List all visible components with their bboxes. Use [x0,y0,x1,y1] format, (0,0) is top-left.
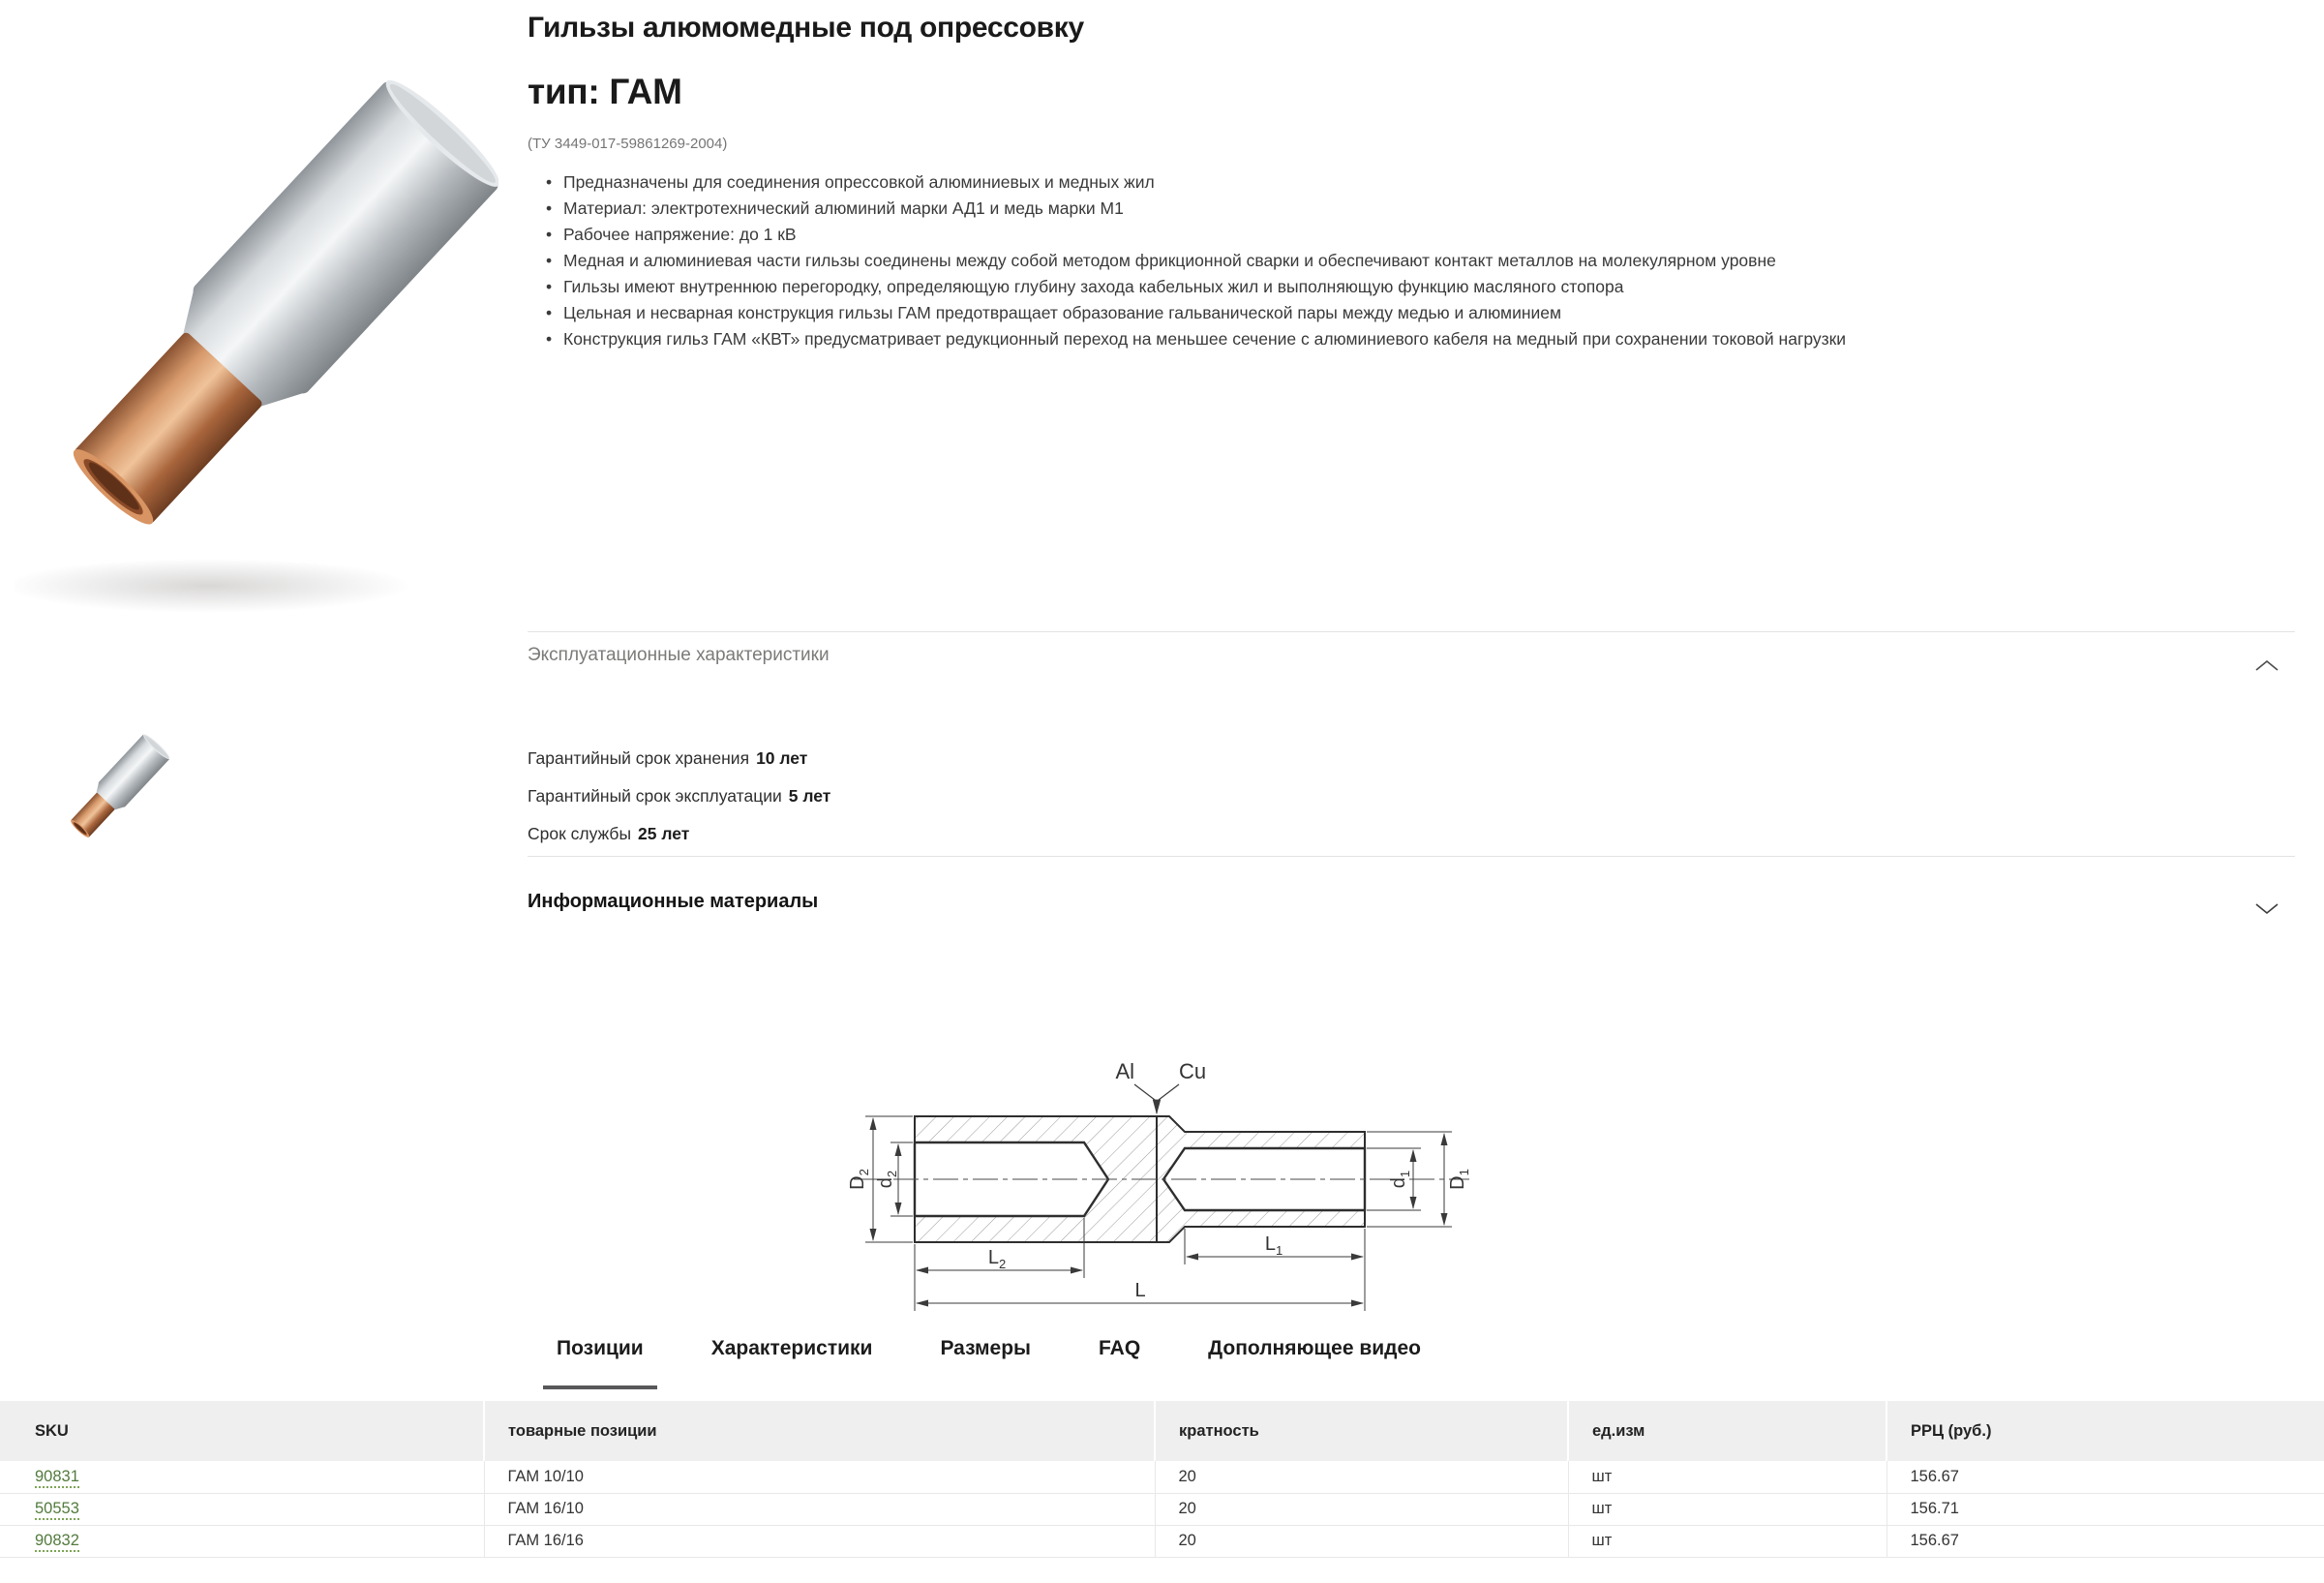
dim-label-L: L [1134,1280,1146,1301]
col-header-multiplicity: кратность [1155,1401,1568,1461]
col-header-unit: ед.изм [1568,1401,1886,1461]
char-value: 5 лет [788,786,831,806]
tab-characteristics[interactable]: Характеристики [710,1337,873,1359]
tab-faq[interactable]: FAQ [1099,1337,1141,1359]
tab-sizes[interactable]: Размеры [940,1337,1031,1359]
chevron-up-icon[interactable] [2254,658,2279,672]
char-label: Гарантийный срок хранения [528,748,750,768]
accordion-info-materials-header[interactable]: Информационные материалы [528,891,819,912]
product-type-title: тип: ГАМ [528,72,682,111]
feature-item: • Гильзы имеют внутреннюю перегородку, определяющую глубину захода кабельных жил и выполняющую функцию масляного стопора [544,275,2294,298]
dim-label-D1: $D_1$ [1447,1169,1471,1190]
tu-standard: (ТУ 3449-017-59861269-2004) [528,136,728,152]
feature-item: • Предназначены для соединения опрессовкой алюминиевых и медных жил [544,170,2294,194]
char-label: Срок службы [528,824,632,843]
cell-name: ГАМ 16/10 [484,1493,1155,1525]
dim-label-d1: $d_1$ [1388,1170,1412,1189]
sku-link[interactable]: 90831 [35,1468,79,1488]
technical-drawing [823,1034,1500,1324]
chevron-down-icon[interactable] [2254,902,2279,916]
tab-video[interactable]: Дополняющее видео [1208,1337,1421,1359]
accordion-operational-header[interactable]: Эксплуатационные характеристики [528,645,830,665]
col-header-name: товарные позиции [484,1401,1155,1461]
col-header-price: РРЦ (руб.) [1886,1401,2324,1461]
feature-item: • Рабочее напряжение: до 1 кВ [544,223,2294,246]
char-value: 10 лет [756,748,808,768]
dim-label-L2: $L_2$ [987,1247,1007,1271]
positions-table [0,1401,2324,1558]
char-row [528,740,830,777]
dim-label-L1: $L_1$ [1264,1233,1283,1258]
feature-item: • Медная и алюминиевая части гильзы соединены между собой методом фрикционной сварки и обеспечивают контакт металлов на молекулярном уровне [544,249,2294,272]
feature-item: • Конструкция гильз ГАМ «КВТ» предусматривает редукционный переход на меньшее сечение с алюминиевого кабеля на медный при сохранении токовой нагрузки [544,327,2294,350]
char-value: 25 лет [638,824,690,843]
table-row [0,1461,2324,1493]
table-header-row [0,1401,2324,1461]
cell-price: 156.67 [1886,1461,2324,1493]
cell-price: 156.71 [1886,1493,2324,1525]
cell-name: ГАМ 10/10 [484,1461,1155,1493]
char-label: Гарантийный срок эксплуатации [528,786,782,806]
section-divider [528,856,2295,857]
product-thumbnail[interactable] [27,721,199,862]
cell-unit: шт [1568,1525,1886,1557]
cell-name: ГАМ 16/16 [484,1525,1155,1557]
dim-label-d2: $d_2$ [875,1170,899,1189]
cell-unit: шт [1568,1461,1886,1493]
label-cu: Cu [1179,1059,1207,1083]
product-photo [15,24,498,629]
col-header-sku: SKU [0,1401,484,1461]
char-row [528,815,830,853]
cell-multiplicity: 20 [1155,1493,1568,1525]
sku-link[interactable]: 50553 [35,1500,79,1520]
feature-item: • Материал: электротехнический алюминий марки АД1 и медь марки М1 [544,197,2294,220]
feature-item: • Цельная и несварная конструкция гильзы ГАМ предотвращает образование гальванической пары между медью и алюминием [544,301,2294,324]
product-features-list [544,170,2294,353]
photo-shadow [15,559,411,613]
table-row [0,1493,2324,1525]
cell-multiplicity: 20 [1155,1461,1568,1493]
cell-unit: шт [1568,1493,1886,1525]
tab-bar [557,1337,1421,1389]
cell-multiplicity: 20 [1155,1525,1568,1557]
page-title: Гильзы алюмомедные под опрессовку [528,12,1084,44]
cell-price: 156.67 [1886,1525,2324,1557]
dim-label-D2: $D_2$ [847,1169,871,1190]
tab-positions[interactable]: Позиции [543,1337,657,1389]
char-row [528,777,830,815]
label-al: Al [1115,1059,1134,1083]
operational-characteristics [528,740,830,853]
table-row [0,1525,2324,1557]
section-divider [528,631,2295,632]
sku-link[interactable]: 90832 [35,1532,79,1552]
